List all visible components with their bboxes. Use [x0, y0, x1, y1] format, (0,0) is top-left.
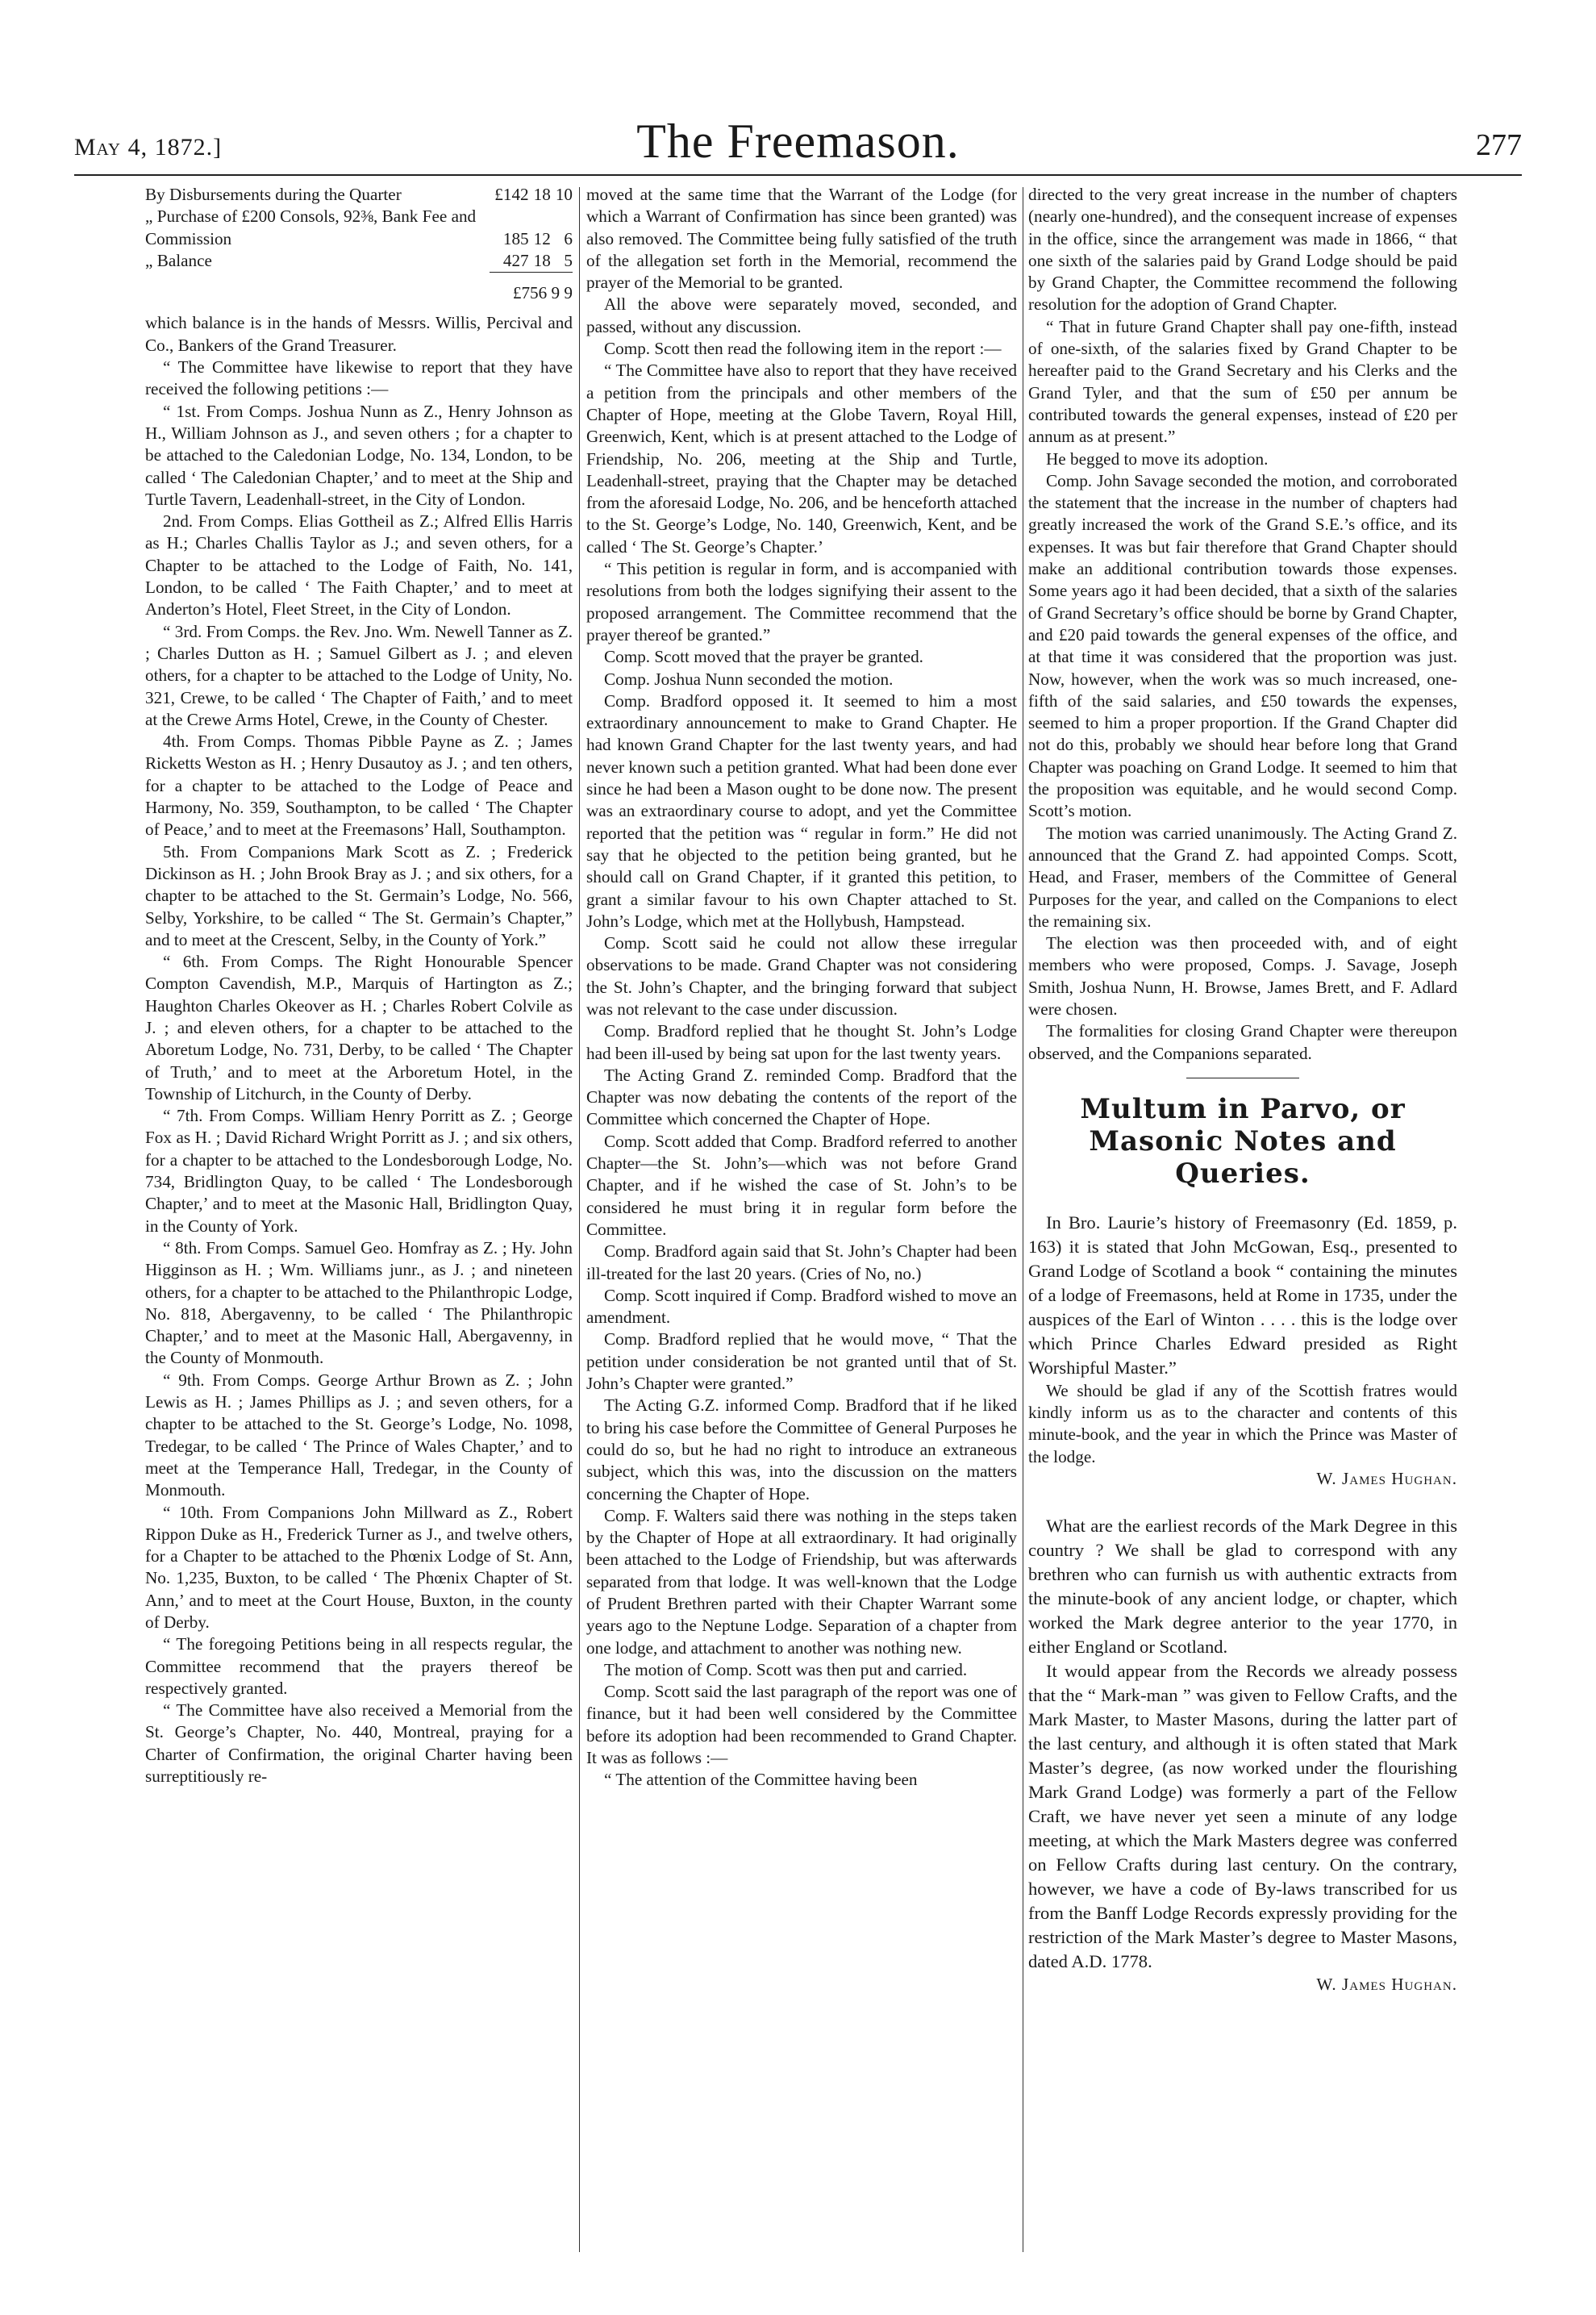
- paragraph: Comp. Scott then read the following item in the report :—: [604, 339, 1002, 359]
- paragraph: All the above were separately moved, seconded, and passed, without any discussion.: [586, 294, 1017, 336]
- column-rule-1: [579, 187, 580, 2252]
- accounts-table: [145, 184, 573, 312]
- paragraph: which balance is in the hands of Messrs. Willis, Percival and Co., Bankers of the Grand Treasurer.: [145, 313, 573, 355]
- page-number: 277: [1476, 128, 1522, 162]
- signature: W. James Hughan.: [1316, 1469, 1457, 1489]
- paragraph: Comp. Joshua Nunn seconded the motion.: [604, 669, 894, 689]
- paragraph: “ The attention of the Committee having been: [604, 1770, 918, 1790]
- paragraph: “ 10th. From Companions John Millward as Z., Robert Rippon Duke as H., Frederick Turner as J., and twelve others, for a Chapter to be attached to the Phœnix Lodge of St. Ann, No. 1,235, Buxton, to be called ‘ The Phœnix Chapter of St. Ann,’ and to meet at the Court House, Buxton, in the county of Derby.: [145, 1502, 573, 1632]
- accounts-row: [145, 206, 573, 250]
- paragraph: Comp. Scott inquired if Comp. Bradford wished to move an amendment.: [586, 1285, 1017, 1328]
- paragraph: moved at the same time that the Warrant of the Lodge (for which a Warrant of Confirmation has since been granted) was also removed. The Committee being fully satisfied of the truth of the allegation set forth in the Memorial, recommend the prayer of the Memorial to be granted.: [586, 185, 1017, 293]
- paragraph: We should be glad if any of the Scottish fratres would kindly inform us as to the character and contents of this minute-book, and the year in which the Prince was Master of the lodge.: [1028, 1380, 1457, 1466]
- paragraph: He begged to move its adoption.: [1046, 448, 1269, 469]
- masthead-rule: [74, 174, 1522, 176]
- accounts-pounds: 185: [502, 228, 529, 248]
- paragraph: “ 9th. From Comps. George Arthur Brown as Z. ; John Lewis as H. ; James Phillips as J. ; and seven others, for a chapter to be attached to the St. George’s Lodge, No. 1098, Tredegar, to be called ‘ The Prince of Wales Chapter,’ and to meet at the Temperance Hall, Tredegar, in the County of Monmouth.: [145, 1370, 573, 1500]
- paragraph: “ The foregoing Petitions being in all respects regular, the Committee recommend that the prayers thereof be respectively granted.: [145, 1634, 573, 1698]
- paragraph: Comp. Scott said the last paragraph of the report was one of finance, but it had been well considered by the Committee before its adoption had been recommended to Grand Chapter. It was as follows :—: [586, 1682, 1017, 1768]
- accounts-pence: 10: [555, 185, 573, 204]
- paragraph: “ The Committee have also received a Memorial from the St. George’s Chapter, No. 440, Montreal, praying for a Charter of Confirmation, the original Charter having been surreptitiously re-: [145, 1700, 573, 1787]
- paragraph: 4th. From Comps. Thomas Pibble Payne as Z. ; James Ricketts Weston as H. ; Henry Dusautoy as J. ; and ten others, for a chapter to be attached to the Lodge of Peace and Harmony, No. 359, Southampton, to be called ‘ The Chapter of Peace,’ and to meet at the Freemasons’ Hall, Southampton.: [145, 732, 573, 840]
- accounts-total: £756 9 9: [490, 273, 573, 313]
- paragraph: Comp. Scott added that Comp. Bradford referred to another Chapter—the St. John’s—which was not before Grand Chapter, and if he wished the case of St. John’s to be considered he must bring it in regular form before the Committee.: [586, 1131, 1017, 1239]
- signature: W. James Hughan.: [1316, 1975, 1457, 1995]
- accounts-label: „ Balance: [145, 250, 212, 270]
- paragraph: The Acting G.Z. informed Comp. Bradford that if he liked to bring his case before the Committee of General Purposes he could do so, but he had no right to introduce an extraneous subject, which this was, into the discussion on the matters concerning the Chapter of Hope.: [586, 1395, 1017, 1504]
- paragraph: 5th. From Companions Mark Scott as Z. ; Frederick Dickinson as H. ; John Brook Bray as J. ; and six others, for a chapter to be attached to the St. Germain’s Lodge, No. 566, Selby, Yorkshire, to be called “ The St. Germain’s Chapter,” and to meet at the Crescent, Selby, in the County of York.”: [145, 841, 573, 949]
- newspaper-title: The Freemason.: [636, 115, 960, 168]
- paragraph: It would appear from the Records we already possess that the “ Mark-man ” was given to Fellow Crafts, and the Mark Master, to Master Masons, during the latter part of the last century, and although it is often stated that Mark Master’s degree, (as now worked under the flourishing Mark Grand Lodge) was formerly a part of the Fellow Craft, we have never yet seen a minute of any lodge meeting, at which the Mark Masters degree was conferred on Fellow Crafts during last century. On the contrary, however, we have a code of By-laws transcribed for us from the Banff Lodge Records expressly providing for the restriction of the Mark Master’s degree to Master Masons, dated A.D. 1778.: [1028, 1661, 1457, 1972]
- paragraph: Comp. John Savage seconded the motion, and corroborated the statement that the increase in the number of chapters had greatly increased the work of the Grand S.E.’s office, and its expenses. It was but fair therefore that Grand Chapter should make an additional contribution towards those expenses. Some years ago it had been decided, that a sixth of the salaries of Grand Secretary’s office should be borne by Grand Chapter, and £20 paid towards the general expenses of the office, and at that time it was considered that the proportion was just. Now, however, when the work was so much increased, one-fifth of the said salaries, and £50 towards the expenses, seemed to him a proper proportion. If the Grand Chapter did not do this, probably we should hear before long that Grand Chapter was poaching on Grand Lodge. It seemed to him that the proposition was equitable, and he would second Comp. Scott’s motion.: [1028, 470, 1457, 821]
- paragraph: “ 6th. From Comps. The Right Honourable Spencer Compton Cavendish, M.P., Marquis of Hartington as Z.; Haughton Charles Okeover as H. ; Charles Robert Colvile as J. ; and eleven others, for a chapter to be attached to the Aboretum Lodge, No. 731, Derby, to be called ‘ The Chapter of Truth,’ and to meet at the Arboretum Hotel, in the Township of Litchurch, in the County of Derby.: [145, 952, 573, 1103]
- accounts-label: By Disbursements during the Quarter: [145, 185, 402, 204]
- paragraph: The motion was carried unanimously. The Acting Grand Z. announced that the Grand Z. had appointed Comps. Scott, Head, and Fraser, members of the Committee of General Purposes for the year, and called on the Companions to elect the remaining six.: [1028, 823, 1457, 931]
- accounts-pence: 5: [564, 250, 573, 270]
- paragraph: “ 8th. From Comps. Samuel Geo. Homfray as Z. ; Hy. John Higginson as H. ; Wm. Williams junr., as J. ; and nineteen others, for a chapter to be attached to the Philanthropic Lodge, No. 818, Abergavenny, to be called ‘ The Philanthropic Chapter,’ and to meet at the Masonic Hall, Abergavenny, in the County of Monmouth.: [145, 1237, 573, 1368]
- paragraph: “ This petition is regular in form, and is accompanied with resolutions from both the lodges signifying their assent to the proposed arrangement. The Committee recommend that the prayer thereof be granted.”: [586, 559, 1017, 644]
- accounts-shillings: 12: [533, 228, 551, 248]
- paragraph: “ 7th. From Comps. William Henry Porritt as Z. ; George Fox as H. ; David Richard Wright Porritt as J. ; and six others, for a chapter to be attached to the Londesborough Lodge, No. 734, Bridlington Quay, to be called ‘ The Londesborough Chapter,’ and to meet at the Masonic Hall, Bridlington Quay, in the County of York.: [145, 1106, 573, 1236]
- masthead: [74, 111, 1522, 171]
- section-heading: Multum in Parvo, or Masonic Notes and Queries.: [1080, 1092, 1406, 1190]
- paragraph: In Bro. Laurie’s history of Freemasonry (Ed. 1859, p. 163) it is stated that John McGowan, Esq., presented to Grand Lodge of Scotland a book “ containing the minutes of a lodge of Freemasons, held at Rome in 1735, under the auspices of the Earl of Winton . . . . this is the lodge over which Prince Charles Edward presided as Right Worshipful Master.”: [1028, 1212, 1457, 1378]
- paragraph: Comp. Bradford again said that St. John’s Chapter had been ill-treated for the last 20 years. (Cries of No, no.): [586, 1241, 1017, 1283]
- paragraph: directed to the very great increase in the number of chapters (nearly one-hundred), and the consequent increase of expenses in the office, since the arrangement was made in 1866, “ that one sixth of the salaries paid by Grand Lodge should be paid by Grand Chapter, the Committee recommend the following resolution for the adoption of Grand Chapter.: [1028, 185, 1457, 315]
- paragraph: “ 3rd. From Comps. the Rev. Jno. Wm. Newell Tanner as Z. ; Charles Dutton as H. ; Samuel Gilbert as J. ; and eleven others, for a chapter to be attached to the Lodge of Unity, No. 321, Crewe, to be called ‘ The Chapter of Faith,’ and to meet at the Crewe Arms Hotel, Crewe, in the County of Chester.: [145, 621, 573, 729]
- accounts-shillings: 18: [533, 185, 551, 204]
- accounts-shillings: 18: [533, 250, 551, 270]
- column-3: [1028, 184, 1457, 2265]
- accounts-label: „ Purchase of £200 Consols, 92⅜, Bank Fee and Commission: [145, 206, 477, 248]
- paragraph: The motion of Comp. Scott was then put and carried.: [604, 1659, 968, 1679]
- accounts-pence: 6: [564, 228, 573, 248]
- paragraph: The formalities for closing Grand Chapter were thereupon observed, and the Companions separated.: [1028, 1021, 1457, 1063]
- paragraph: Comp. Bradford opposed it. It seemed to him a most extraordinary announcement to make to Grand Chapter. He had known Grand Chapter for the last twenty years, and had never known such a petition granted. What had been done ever since he had been a Mason ought to be done now. The present was an extraordinary course to adopt, and yet the Committee reported that the petition was “ regular in form.” He did not say that he objected to the petition being granted, but he should call on Grand Chapter, if it granted this petition, to grant a similar favour to his own Chapter attached to St. John’s Lodge, which met at the Hollybush, Hampstead.: [586, 690, 1017, 931]
- paragraph: Comp. Bradford replied that he thought St. John’s Lodge had been ill-used by being sat upon for the last twenty years.: [586, 1021, 1017, 1063]
- paragraph: “ 1st. From Comps. Joshua Nunn as Z., Henry Johnson as H., William Johnson as J., and seven others ; for a chapter to be attached to the Caledonian Lodge, No. 134, London, to be called ‘ The Caledonian Chapter,’ and to meet at the Ship and Turtle Tavern, Leadenhall-street, in the City of London.: [145, 401, 573, 509]
- paragraph: 2nd. From Comps. Elias Gottheil as Z.; Alfred Ellis Harris as H.; Charles Challis Taylor as J.; and seven others, for a Chapter to be attached to the Lodge of Faith, No. 141, London, to be called ‘ The Faith Chapter,’ and to meet at Anderton’s Hotel, Fleet Street, in the City of London.: [145, 511, 573, 619]
- paragraph: Comp. Scott moved that the prayer be granted.: [604, 647, 923, 667]
- paragraph: “ The Committee have also to report that they have received a petition from the principals and other members of the Chapter of Hope, meeting at the Globe Tavern, Royal Hill, Greenwich, Kent, which is at present attached to the Lodge of Friendship, No. 206, meeting at the Ship and Turtle, Leadenhall-street, praying that the Chapter may be detached from the aforesaid Lodge, No. 206, and be henceforth attached to the St. George’s Lodge, No. 140, Greenwich, Kent, and be called ‘ The St. George’s Chapter.’: [586, 361, 1017, 557]
- accounts-row: [145, 250, 573, 273]
- paragraph: The election was then proceeded with, and of eight members who were proposed, Comps. J. Savage, Joseph Smith, Joshua Nunn, H. Browse, James Brett, and F. Adlard were chosen.: [1028, 933, 1457, 1019]
- paragraph: “ The Committee have likewise to report that they have received the following petitions :—: [145, 357, 573, 399]
- issue-date: May 4, 1872.]: [74, 134, 223, 161]
- paragraph: Comp. Scott said he could not allow these irregular observations to be made. Grand Chapter was not considering the St. John’s Chapter, and the bringing forward that subject was not relevant to the case under discussion.: [586, 933, 1017, 1019]
- paragraph: “ That in future Grand Chapter shall pay one-fifth, instead of one-sixth, of the salaries fixed by Grand Chapter to be hereafter paid to the Grand Secretary and his Clerks and the Grand Tyler, and that the sum of £50 per annum be contributed towards the general expenses, instead of £20 per annum as at present.”: [1028, 316, 1457, 447]
- accounts-total-row: [145, 273, 573, 313]
- column-1: [145, 184, 573, 2265]
- column-2: [586, 184, 1017, 2265]
- paragraph: Comp. F. Walters said there was nothing in the steps taken by the Chapter of Hope at all extraordinary. It had originally been attached to the Lodge of Friendship, but was afterwards separated from that lodge. It was well-known that the Lodge of Prudent Brethren parted with their Chapter Warrant some years ago to the Neptune Lodge. Separation of a chapter from one lodge, and attachment to another was nothing new.: [586, 1505, 1017, 1658]
- paragraph: Comp. Bradford replied that he would move, “ That the petition under consideration be not granted until that of St. John’s Chapter were granted.”: [586, 1329, 1017, 1394]
- accounts-pounds: £142: [494, 185, 529, 204]
- accounts-row: [145, 184, 573, 206]
- paragraph: The Acting Grand Z. reminded Comp. Bradford that the Chapter was now debating the contents of the report of the Committee which concerned the Chapter of Hope.: [586, 1065, 1017, 1129]
- accounts-pounds: 427: [502, 250, 529, 270]
- paragraph: What are the earliest records of the Mark Degree in this country ? We shall be glad to correspond with any brethren who can furnish us with authentic extracts from the minute-book of any ancient lodge, or chapter, which worked the Mark degree anterior to the year 1770, in either England or Scotland.: [1028, 1516, 1457, 1658]
